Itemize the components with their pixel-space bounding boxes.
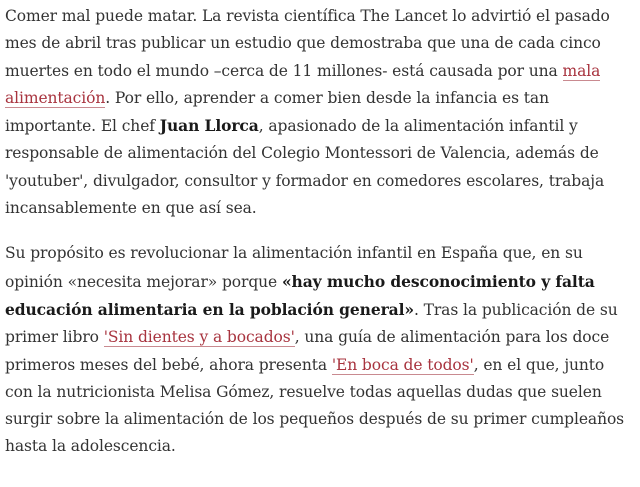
quote-bold: «hay mucho desconocimiento y falta educación alimentaria en la población general» xyxy=(5,271,595,319)
paragraph-intro-text-c: , apasionado de la alimentación infantil y responsable de alimentación del Colegio Montessori de Valencia, además de 'youtuber', divulgador, consultor y formador en comedores escolares, trabaja incansablemente en que así sea. xyxy=(5,117,605,218)
paragraph-intro-text-b: . Por ello, aprender a comer bien desde la infancia es tan importante. El chef xyxy=(5,88,549,136)
paragraph-purpose-text-a: Su propósito es revolucionar la alimentación infantil en España que, en su opinión «necesita mejorar» porque xyxy=(5,244,583,291)
paragraph-purpose xyxy=(5,240,635,460)
paragraph-purpose-text-d: , en el que, junto con la nutricionista Melisa Gómez, resuelve todas aquellas dudas que suelen surgir sobre la alimentación de los pequeños después de su primer cumpleaños hasta la adolescencia. xyxy=(5,355,625,456)
link-mala-alimentacion[interactable]: mala alimentación xyxy=(5,61,601,107)
link-en-boca-de-todos[interactable]: 'En boca de todos' xyxy=(331,355,474,374)
paragraph-intro-text-a: Comer mal puede matar. La revista científica The Lancet lo advirtió el pasado mes de abril tras publicar un estudio que demostraba que una de cada cinco muertes en todo el mundo –cerca de 11 millones- está causada por una xyxy=(5,7,610,80)
paragraph-purpose-text-b: . Tras la publicación de su primer libro xyxy=(5,300,618,347)
paragraph-intro xyxy=(5,3,635,222)
paragraph-purpose-text-c: , una guía de alimentación para los doce primeros meses del bebé, ahora presenta xyxy=(5,328,610,374)
link-sin-dientes[interactable]: 'Sin dientes y a bocados' xyxy=(103,328,295,347)
chef-name: Juan Llorca xyxy=(159,116,259,136)
article-body xyxy=(5,3,635,461)
